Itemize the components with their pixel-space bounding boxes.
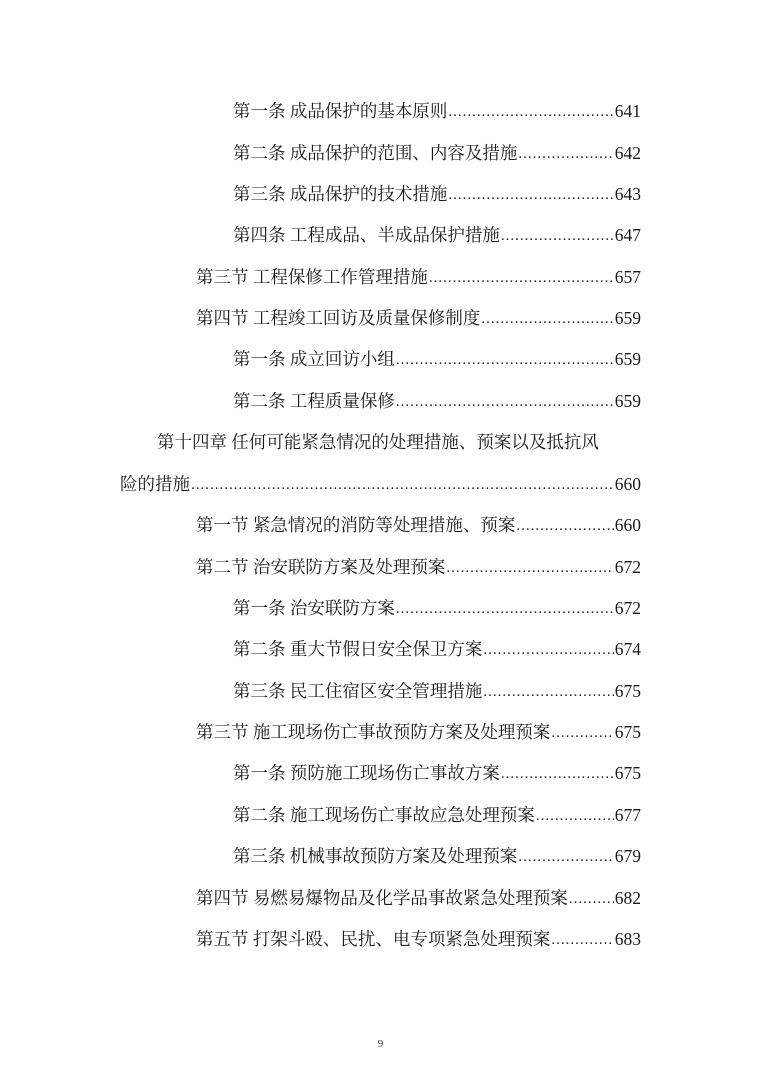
toc-entry[interactable]	[196, 552, 641, 578]
toc-entry-title: 第三条 成品保护的技术措施	[233, 184, 448, 204]
toc-entry[interactable]	[233, 386, 641, 412]
toc-entry[interactable]	[233, 841, 641, 867]
dot-leader	[551, 930, 613, 950]
toc-entry-page: 679	[614, 846, 641, 866]
dot-leader	[483, 640, 613, 660]
toc-entry[interactable]	[196, 924, 641, 950]
toc-entry-page: 683	[614, 929, 641, 949]
dot-leader	[446, 558, 613, 578]
dot-leader	[481, 309, 613, 329]
toc-entry[interactable]	[196, 510, 641, 536]
toc-entry-page: 647	[614, 225, 641, 245]
dot-leader	[429, 268, 614, 288]
dot-leader	[483, 682, 613, 702]
toc-entry-page: 659	[614, 349, 641, 369]
toc-entry-page: 675	[614, 681, 641, 701]
toc-entry[interactable]	[120, 469, 641, 495]
toc-entry-page: 659	[614, 391, 641, 411]
toc-entry-page: 682	[614, 888, 641, 908]
toc-entry[interactable]	[196, 717, 641, 743]
toc-entry-page: 677	[614, 805, 641, 825]
toc-entry-title: 第三条 机械事故预防方案及处理预案	[233, 846, 518, 866]
toc-entry-title: 第二节 治安联防方案及处理预案	[196, 557, 446, 577]
page-number: 9	[377, 1038, 384, 1050]
toc-entry[interactable]	[196, 262, 641, 288]
toc-entry[interactable]	[233, 593, 641, 619]
toc-entry-page: 657	[614, 267, 641, 287]
toc-entry-page: 642	[614, 143, 641, 163]
toc-entry[interactable]	[233, 634, 641, 660]
toc-entry-title: 险的措施	[120, 474, 190, 494]
toc-entry[interactable]	[233, 800, 641, 826]
toc-entry-title: 第二条 成品保护的范围、内容及措施	[233, 143, 518, 163]
toc-entry-title: 第一条 成立回访小组	[233, 349, 395, 369]
dot-leader	[396, 392, 614, 412]
dot-leader	[518, 144, 613, 164]
toc-entry[interactable]	[233, 676, 641, 702]
dot-leader	[516, 516, 613, 536]
toc-entry-title: 第三节 工程保修工作管理措施	[196, 267, 428, 287]
toc-entry-page: 660	[614, 474, 641, 494]
dot-leader	[536, 806, 614, 826]
toc-entry-title: 第五节 打架斗殴、民扰、电专项紧急处理预案	[196, 929, 551, 949]
dot-leader	[396, 599, 614, 619]
dot-leader	[501, 226, 614, 246]
toc-entry-page: 672	[614, 557, 641, 577]
dot-leader	[569, 889, 614, 909]
toc-entry-title: 第三条 民工住宿区安全管理措施	[233, 681, 483, 701]
toc-entry-page: 672	[614, 598, 641, 618]
toc-entry-title: 第四条 工程成品、半成品保护措施	[233, 225, 500, 245]
toc-entry[interactable]	[233, 220, 641, 246]
toc-entry-title: 第一条 预防施工现场伤亡事故方案	[233, 763, 500, 783]
toc-entry[interactable]	[233, 96, 641, 122]
toc-entry-page: 659	[614, 308, 641, 328]
toc-entry[interactable]	[233, 344, 641, 370]
toc-entry-title: 第三节 施工现场伤亡事故预防方案及处理预案	[196, 722, 551, 742]
dot-leader	[501, 764, 614, 784]
toc-entry[interactable]	[233, 138, 641, 164]
toc-entry-title: 第四节 工程竣工回访及质量保修制度	[196, 308, 481, 328]
toc-entry[interactable]	[196, 883, 641, 909]
toc-entry[interactable]	[196, 303, 641, 329]
toc-chapter-heading-line1[interactable]: 第十四章 任何可能紧急情况的处理措施、预案以及抵抗风	[157, 432, 599, 452]
toc-entry-page: 674	[614, 639, 641, 659]
dot-leader	[396, 350, 614, 370]
toc-entry-page: 675	[614, 763, 641, 783]
dot-leader	[191, 475, 614, 495]
dot-leader	[448, 185, 613, 205]
toc-entry-title: 第一条 治安联防方案	[233, 598, 395, 618]
toc-entry-page: 643	[614, 184, 641, 204]
toc-entry-page: 641	[614, 101, 641, 121]
toc-entry-page: 675	[614, 722, 641, 742]
toc-entry-title: 第二条 施工现场伤亡事故应急处理预案	[233, 805, 535, 825]
toc-entry-title: 第二条 重大节假日安全保卫方案	[233, 639, 483, 659]
toc-entry-title: 第二条 工程质量保修	[233, 391, 395, 411]
toc-entry-title: 第四节 易燃易爆物品及化学品事故紧急处理预案	[196, 888, 568, 908]
toc-entry[interactable]	[233, 179, 641, 205]
dot-leader	[518, 847, 613, 867]
toc-entry[interactable]	[233, 758, 641, 784]
toc-entry-title: 第一节 紧急情况的消防等处理措施、预案	[196, 515, 516, 535]
toc-entry-title: 第一条 成品保护的基本原则	[233, 101, 448, 121]
dot-leader	[448, 102, 613, 122]
toc-entry-page: 660	[614, 515, 641, 535]
dot-leader	[551, 723, 613, 743]
